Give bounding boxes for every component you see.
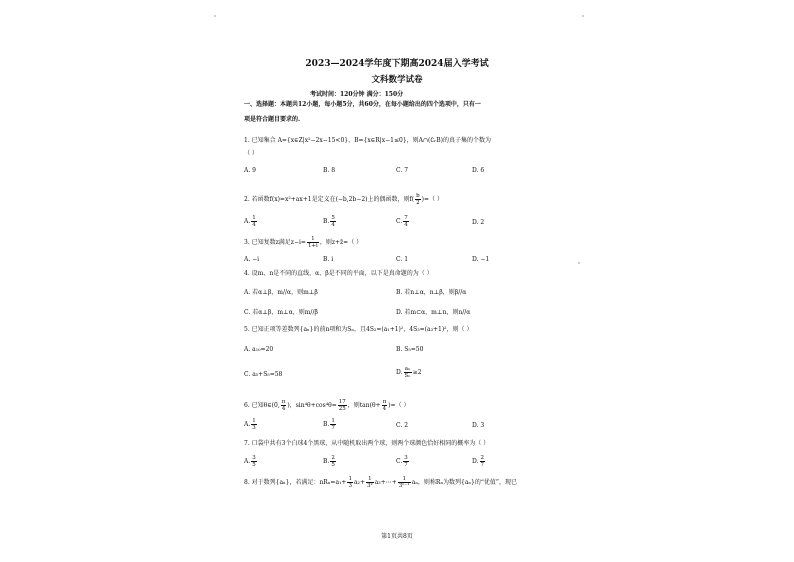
q7-option-b: B. $\frac{2}{5}$	[323, 455, 335, 468]
scan-speck	[214, 15, 216, 17]
scan-speck	[582, 15, 584, 17]
q4-option-a: A. 若α⊥β，m//α，则m⊥β	[244, 289, 318, 296]
q3-option-a: A. −i	[244, 256, 260, 263]
section-heading: 一、选择题：本题共12小题，每小题5分，共60分，在每小题给出的四个选项中，只有一	[244, 101, 481, 108]
exam-info: 考试时间：120分钟 满分：150分	[310, 91, 404, 98]
q7-option-c: C. $\frac{3}{7}$	[396, 455, 408, 468]
scan-speck	[578, 262, 580, 264]
q1-option-a: A. 9	[244, 167, 256, 174]
q2-option-b: B. $\frac{5}{4}$	[323, 215, 335, 228]
q5-option-a: A. a₁₀=20	[244, 346, 274, 353]
q5-option-c: C. a₅+S₅=58	[244, 371, 283, 378]
q6-option-d: D. 3	[472, 422, 485, 429]
q1-option-d: D. 6	[472, 167, 485, 174]
question-6: 6. 已知θ∈(0, $\frac{\pi}{4}$ )，sin⁴θ+cos⁴θ= $\frac{17}{25}$ ，则tan(θ+ $\frac{\pi}{4}$ )=（ ）	[244, 399, 410, 412]
q3-option-c: C. 1	[396, 256, 409, 263]
q3-option-b: B. i	[323, 256, 334, 263]
q5-option-d: D. $\frac{\text{aₙ}}{\text{Sₙ}}$ ≥2	[396, 366, 422, 379]
q3-option-d: D. −1	[472, 256, 490, 263]
question-3: 3. 已知复数z满足z−i= $\frac{1}{1+i}$ ，则z+z̄=（ ）	[244, 236, 363, 249]
question-8: 8. 对于数列{aₙ}，若满足：nRₙ=a₁+ $\frac{1}{3}$ a₂+ $\frac{1}{\text{3²}}$ a₃+⋯+ $\frac{1}{\text{3ⁿ⁻¹}}$ aₙ，则称Rₙ为数列{aₙ}的“优值”，现已	[244, 476, 517, 489]
q7-option-d: D. $\frac{2}{7}$	[472, 455, 485, 468]
q2-option-a: A. $\frac{1}{4}$	[244, 215, 256, 228]
page-number: 第1页共8页	[381, 533, 413, 540]
question-4: 4. 设m、n是不同的直线，α、β是不同的平面，以下是真命题的为（ ）	[244, 270, 433, 277]
exam-title: 2023—2024学年度下期高2024届入学考试	[305, 59, 489, 69]
question-2: 2. 若函数f(x)=x²+ax+1是定义在(−b,2b−2)上的偶函数，则f( $\frac{b}{2}$ )=（ ）	[244, 193, 443, 206]
q6-option-a: A. $\frac{1}{3}$	[244, 418, 256, 431]
fraction: $\frac{b}{2}$	[416, 193, 420, 206]
q1-option-b: B. 8	[323, 167, 336, 174]
q2-option-d: D. 2	[472, 219, 485, 226]
q2-option-c: C. $\frac{7}{4}$	[396, 215, 408, 228]
exam-subtitle: 文科数学试卷	[371, 75, 423, 85]
q6-option-b: B. $\frac{1}{7}$	[323, 418, 335, 431]
question-7: 7. 口袋中共有3个白球4个黑球，从中随机取出两个球，则两个球颜色恰好相同的概率为（ ）	[244, 440, 490, 447]
q4-option-d: D. 若m⊂α，m⊥n，则n//α	[396, 309, 471, 316]
question-1: 1. 已知集合 A={x∈Z|x²−2x−15<0}，B={x∈R|x−1≤0}，则A∩(∁ᵣB)的真子集的个数为	[244, 137, 491, 144]
q1-option-c: C. 7	[396, 167, 409, 174]
q4-option-b: B. 若n⊥α，n⊥β，则β//α	[396, 289, 467, 296]
question-5: 5. 已知正项等差数列{aₙ}的前n项和为Sₙ，且4S₂=(a₁+1)²，4S₃=(a₃+1)²，则（ ）	[244, 326, 473, 333]
section-heading-cont: 项是符合题目要求的.	[244, 116, 301, 123]
q7-option-a: A. $\frac{3}{5}$	[244, 455, 256, 468]
q6-option-c: C. 2	[396, 422, 409, 429]
question-1-paren: （ ）	[244, 150, 258, 157]
q4-option-c: C. 若α⊥β，m⊥α，则m//β	[244, 309, 318, 316]
q5-option-b: B. S₅=50	[396, 346, 424, 353]
